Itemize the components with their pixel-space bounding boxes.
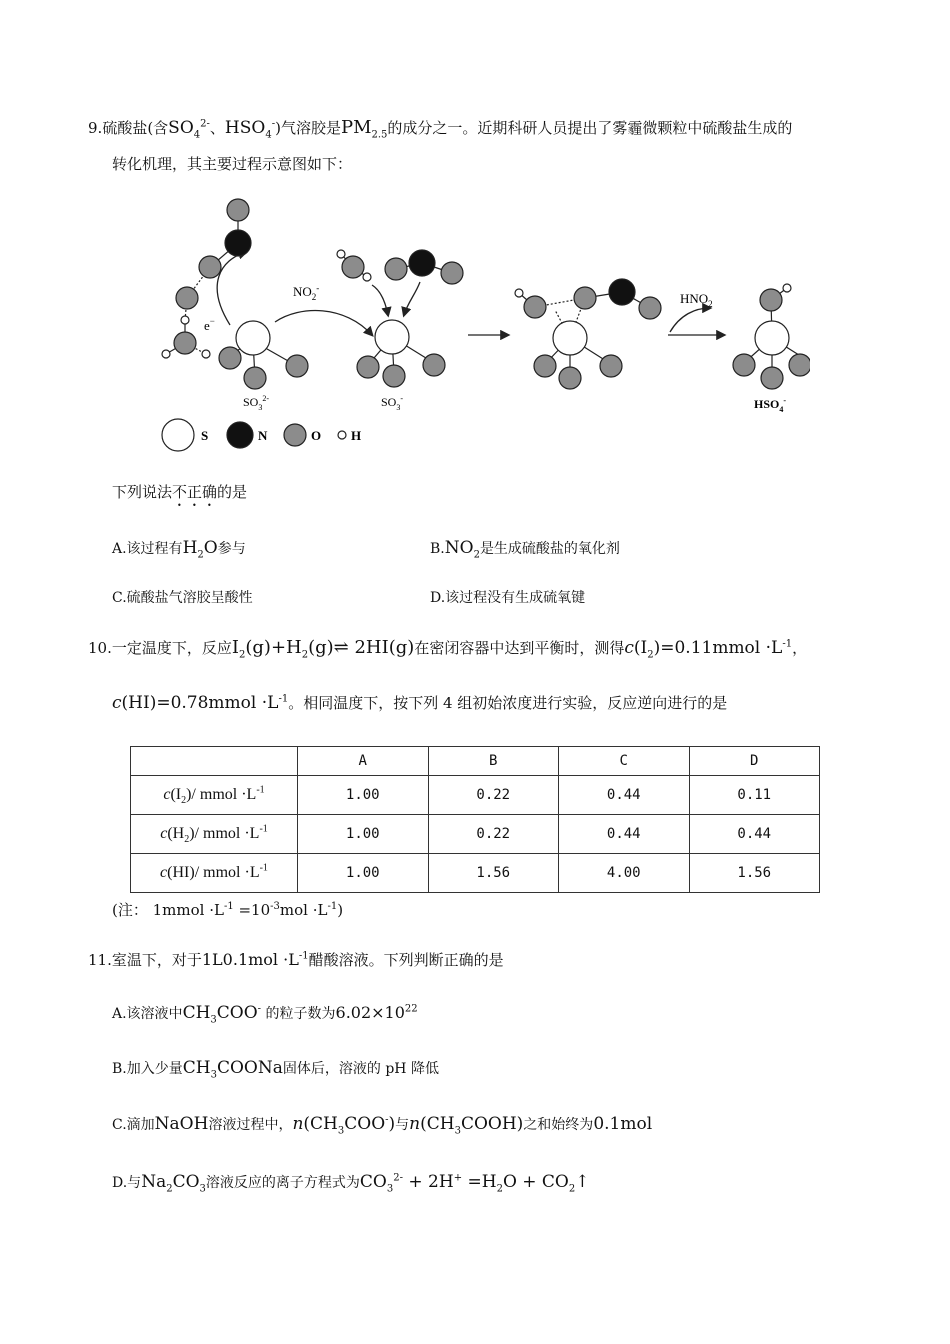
- separator: 、: [209, 119, 225, 137]
- row-label: $c(H_2)/$ mmol $\cdot L^{-1}$: [131, 815, 298, 854]
- q9-option-c: C.硫酸盐气溶胶呈酸性: [112, 590, 253, 606]
- so3-label: $SO_3^-$: [381, 394, 404, 412]
- table-cell: 0.11: [689, 776, 820, 815]
- pm25: $PM_{2.5}$: [340, 117, 388, 141]
- legend-n: N: [258, 428, 268, 443]
- row-label: c(HI)/ mmol $\cdot L^{-1}$: [131, 854, 298, 893]
- table-cell: 0.44: [689, 815, 820, 854]
- table-cell: 4.00: [559, 854, 690, 893]
- q9-option-a: A.该过程有$H_2O$参与: [112, 538, 246, 561]
- q9-text-c: 的成分之一。近期科研人员提出了雾霾微颗粒中硫酸盐生成的: [387, 119, 793, 137]
- table-header-cell: A: [298, 747, 429, 776]
- emphasis-not-correct: 不正确: [172, 483, 218, 501]
- q11-option-a: A.该溶液中$CH_3COO^-$ 的粒子数为$6.02\times 10^{22}$: [112, 1003, 418, 1026]
- table-header-cell: C: [559, 747, 690, 776]
- q11-option-c: C.滴加NaOH溶液过程中，$n(CH_3COO^-)$与$n(CH_3COOH)$之和始终为0.1mol: [112, 1114, 653, 1137]
- q10-line1: 10.一定温度下，反应$I_2(g)+H_2(g)\rightleftharpoons$ 2HI(g)在密闭容器中达到平衡时，测得$c(I_2)=0.11mmol \cdot L^{-1}$，: [88, 637, 808, 661]
- electron-label: e−: [204, 316, 215, 333]
- legend-s: S: [201, 428, 209, 443]
- table-cell: 1.00: [298, 854, 429, 893]
- q9-line2: 转化机理，其主要过程示意图如下：: [112, 155, 353, 173]
- q9-number: 9.: [88, 119, 103, 137]
- table-header-cell: D: [689, 747, 820, 776]
- q11-number: 11.: [88, 951, 112, 969]
- hno2-label: $HNO_2$: [680, 291, 713, 309]
- q10-number: 10.: [88, 639, 112, 657]
- so3-2-label: $SO_3^{2-}$: [243, 394, 270, 412]
- row-label: $c(I_2)/$ mmol $\cdot L^{-1}$: [131, 776, 298, 815]
- q11-line1: 11.室温下，对于$1L0.1mol \cdot L^{-1}$醋酸溶液。下列判断正确的是: [88, 950, 504, 969]
- table-cell: 0.44: [559, 815, 690, 854]
- legend-h: H: [351, 428, 362, 443]
- q9-option-d: D.该过程没有生成硫氧键: [430, 590, 586, 606]
- table-cell: 1.56: [428, 854, 559, 893]
- q9-text-b: )气溶胶是: [275, 119, 341, 137]
- q10-equation: $I_2(g)+H_2(g)\rightleftharpoons$ 2HI(g): [231, 637, 415, 661]
- q9-prompt: 下列说法不正确的是: [112, 483, 248, 501]
- so4-formula: $SO_4^{2-}$: [168, 118, 210, 141]
- q9-text: 硫酸盐(含: [102, 119, 169, 137]
- q10-line2: c(HI)=0.78mmol $\cdot L^{-1}$。相同温度下，按下列 4 组初始浓度进行实验，反应逆向进行的是: [112, 693, 728, 713]
- q10-table: [130, 746, 820, 893]
- hso4-label: $HSO_4^-$: [754, 396, 787, 414]
- q11-option-b: B.加入少量$CH_3COONa$固体后，溶液的 pH 降低: [112, 1058, 439, 1081]
- mechanism-figure: [150, 190, 810, 460]
- no2-label: $NO_2^-$: [293, 283, 320, 302]
- table-header-cell: B: [428, 747, 559, 776]
- table-row: [131, 776, 820, 815]
- table-cell: 1.00: [298, 776, 429, 815]
- q9-line1: [88, 117, 793, 141]
- legend-o: O: [311, 428, 322, 443]
- table-cell: 1.00: [298, 815, 429, 854]
- c-i2-value: $c(I_2)=0.11mmol \cdot L^{-1}$: [624, 638, 793, 661]
- table-cell: 0.22: [428, 776, 559, 815]
- table-cell: 1.56: [689, 854, 820, 893]
- table-header-row: [131, 747, 820, 776]
- table-row: [131, 815, 820, 854]
- q10-note: (注： 1mmol $\cdot L^{-1} =10^{-3}mol \cdot L^{-1}$): [112, 901, 344, 919]
- table-cell: 0.44: [559, 776, 690, 815]
- table-header-cell: [131, 747, 298, 776]
- table-row: [131, 854, 820, 893]
- q11-option-d: D.与$Na_2CO_3$溶液反应的离子方程式为$CO_3^{2-} + 2H^+ =H_2O$ + $CO_2↑$: [112, 1172, 590, 1195]
- hso4-formula: $HSO_4^-$: [224, 118, 276, 141]
- q9-option-b: $B.NO_2$是生成硫酸盐的氧化剂: [430, 538, 620, 561]
- table-cell: 0.22: [428, 815, 559, 854]
- c-hi-value: c(HI)=0.78mmol $\cdot L^{-1}$: [112, 693, 289, 713]
